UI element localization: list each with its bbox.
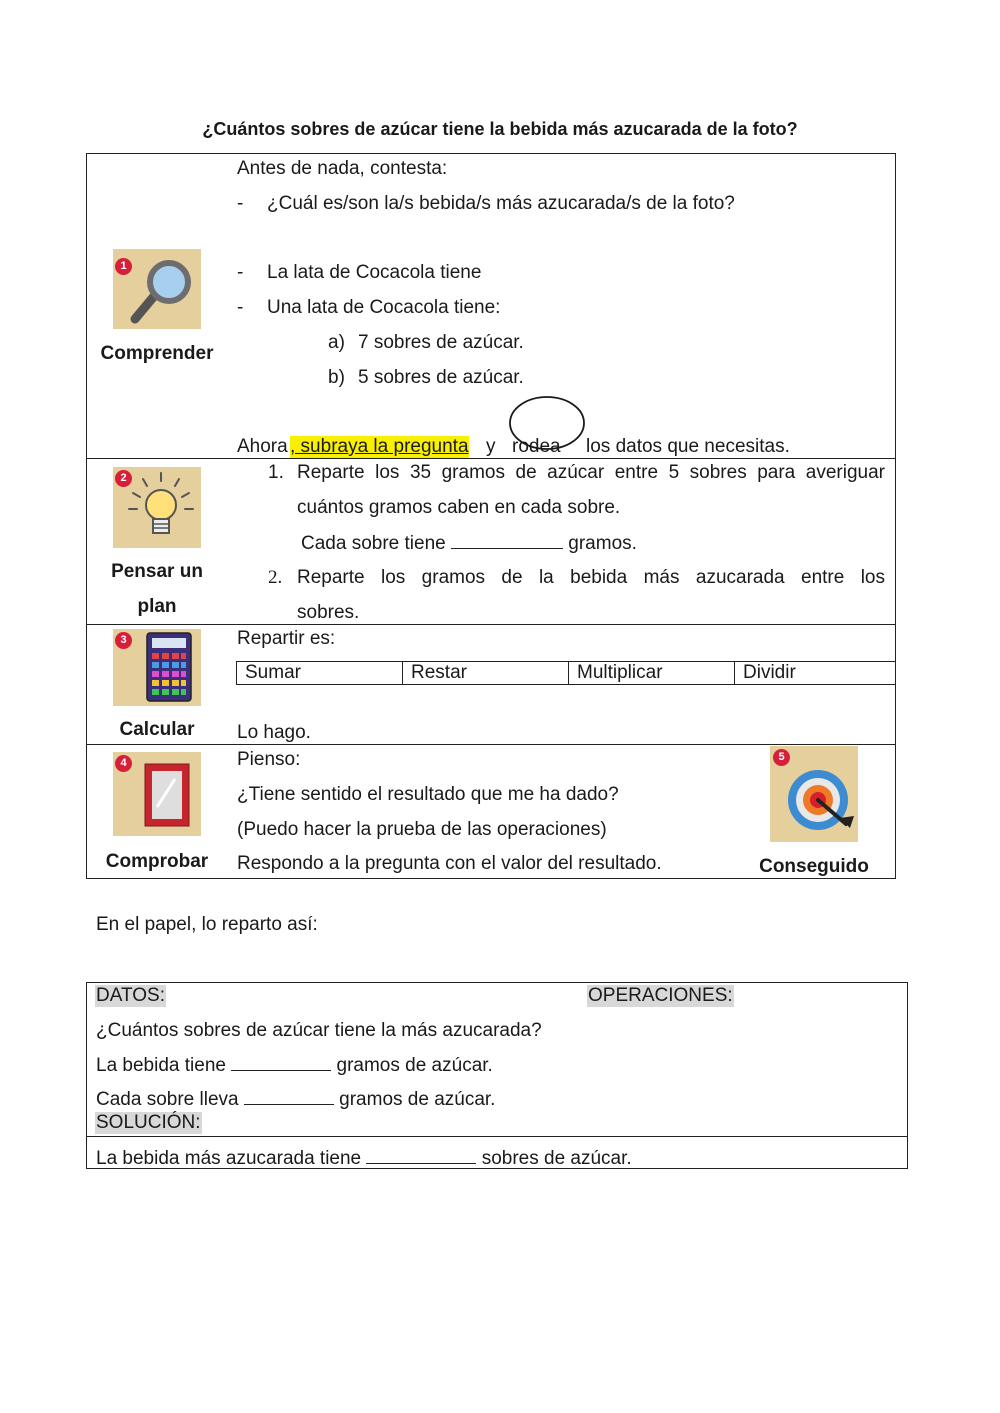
- operaciones-label: OPERACIONES:: [588, 985, 733, 1006]
- row-divider: [86, 744, 896, 745]
- calcular-question: Repartir es:: [237, 628, 336, 649]
- option-multiplicar[interactable]: Multiplicar: [568, 661, 735, 685]
- instruction-circled: rodea: [512, 436, 561, 457]
- calcular-footer: Lo hago.: [237, 722, 311, 743]
- instruction-mid: y: [486, 436, 496, 457]
- answer-blank[interactable]: [366, 1147, 476, 1164]
- option-restar[interactable]: Restar: [402, 661, 569, 685]
- dash-bullet: -: [237, 262, 244, 283]
- step-badge: 1: [115, 258, 132, 275]
- plan-item2-number: 2.: [268, 567, 283, 588]
- worksheet-line2: [96, 1088, 495, 1111]
- page-title: ¿Cuántos sobres de azúcar tiene la bebida más azucarada de la foto?: [202, 119, 798, 139]
- option-b-marker: b): [328, 367, 345, 388]
- option-a[interactable]: 7 sobres de azúcar.: [358, 332, 524, 353]
- dash-bullet: -: [237, 297, 244, 318]
- row-divider: [86, 458, 896, 459]
- option-dividir[interactable]: Dividir: [734, 661, 896, 685]
- comprender-question: ¿Cuál es/son la/s bebida/s más azucarada/s de la foto?: [267, 193, 735, 214]
- line1-prefix: La bebida tiene: [96, 1055, 226, 1076]
- comprender-intro: Antes de nada, contesta:: [237, 158, 448, 179]
- worksheet-question: ¿Cuántos sobres de azúcar tiene la más azucarada?: [96, 1020, 542, 1041]
- step-badge: 2: [115, 470, 132, 487]
- datos-label: DATOS:: [96, 985, 165, 1006]
- solucion-divider: [86, 1136, 908, 1137]
- step-badge: 5: [773, 749, 790, 766]
- plan-item2-line2: sobres.: [297, 602, 360, 623]
- answer-suffix: sobres de azúcar.: [481, 1148, 632, 1169]
- plan-each-suffix: gramos.: [568, 533, 637, 554]
- answer-prefix: La bebida más azucarada tiene: [96, 1148, 362, 1169]
- option-sumar[interactable]: Sumar: [236, 661, 403, 685]
- step-label-comprender: Comprender: [100, 343, 214, 364]
- comprobar-line2: ¿Tiene sentido el resultado que me ha dado?: [237, 784, 619, 805]
- sobre-grams-blank[interactable]: [244, 1088, 334, 1105]
- instruction-highlight: , subraya la pregunta: [290, 436, 469, 457]
- comprobar-line3: (Puedo hacer la prueba de las operaciones): [237, 819, 607, 840]
- step-badge: 3: [115, 632, 132, 649]
- step-label-conseguido: Conseguido: [759, 856, 869, 877]
- step-label-comprobar: Comprobar: [105, 851, 209, 872]
- option-b[interactable]: 5 sobres de azúcar.: [358, 367, 524, 388]
- instruction-start: Ahora: [237, 436, 288, 457]
- solucion-label: SOLUCIÓN:: [96, 1112, 201, 1133]
- row-divider: [86, 624, 896, 625]
- dash-bullet: -: [237, 193, 244, 214]
- paper-intro: En el papel, lo reparto así:: [96, 914, 318, 935]
- option-a-marker: a): [328, 332, 345, 353]
- worksheet-line1: [96, 1054, 493, 1077]
- comprender-fact2: Una lata de Cocacola tiene:: [267, 297, 501, 318]
- plan-each-line: [301, 532, 637, 555]
- instruction-end: los datos que necesitas.: [586, 436, 790, 457]
- plan-item2-line1: Reparte los gramos de la bebida más azucarada entre los: [297, 567, 885, 588]
- step-badge: 4: [115, 755, 132, 772]
- comprobar-line4: Respondo a la pregunta con el valor del resultado.: [237, 853, 662, 874]
- plan-each-prefix: Cada sobre tiene: [301, 533, 446, 554]
- step-label-calcular: Calcular: [119, 719, 195, 740]
- comprender-fact1: La lata de Cocacola tiene: [267, 262, 482, 283]
- step-label-plan: Pensar un: [111, 561, 203, 582]
- step-label-plan-2: plan: [137, 596, 177, 617]
- line2-suffix: gramos de azúcar.: [339, 1089, 496, 1110]
- plan-item1-number: 1.: [268, 462, 284, 483]
- line1-suffix: gramos de azúcar.: [336, 1055, 493, 1076]
- worksheet-answer: [96, 1147, 632, 1170]
- line2-prefix: Cada sobre lleva: [96, 1089, 239, 1110]
- comprobar-line1: Pienso:: [237, 749, 301, 770]
- circle-mark-icon: [505, 393, 589, 459]
- grams-blank[interactable]: [451, 532, 563, 549]
- plan-item1-line2: cuántos gramos caben en cada sobre.: [297, 497, 621, 518]
- bebida-grams-blank[interactable]: [231, 1054, 331, 1071]
- plan-item1-line1: Reparte los 35 gramos de azúcar entre 5 sobres para averiguar: [297, 462, 885, 483]
